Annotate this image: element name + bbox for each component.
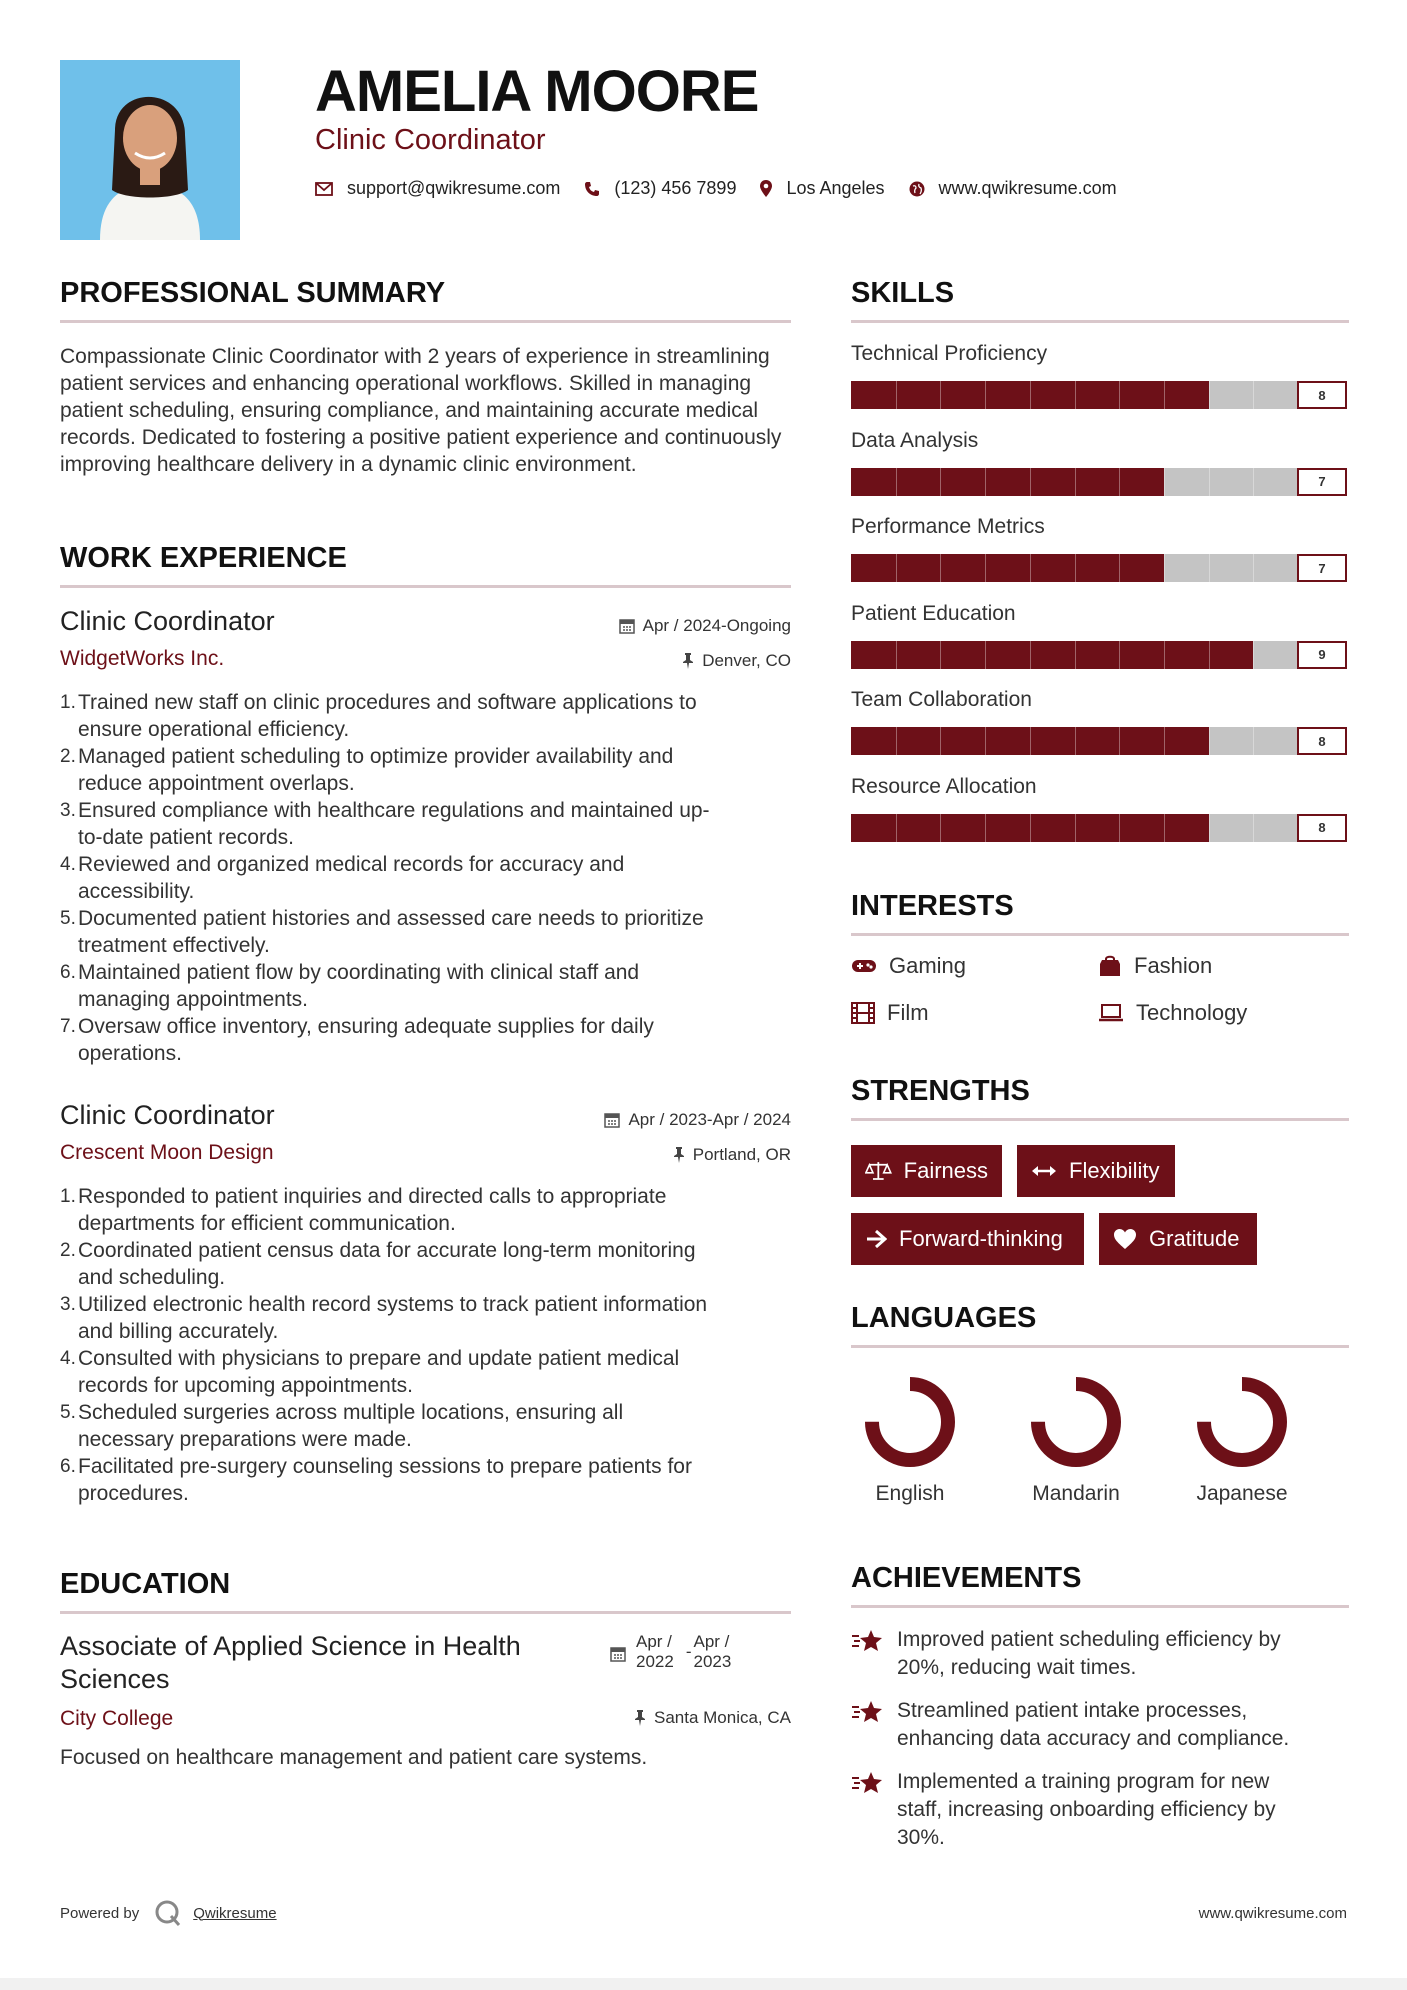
interest-technology <box>1098 1000 1247 1026</box>
list-text: Scheduled surgeries across multiple locations, ensuring all <box>78 1401 624 1424</box>
skill-bar-fill <box>851 554 1164 582</box>
interest-label: Gaming <box>889 953 967 978</box>
skill-bar-segment <box>1119 381 1120 409</box>
skill-label: Technical Proficiency <box>851 342 1048 365</box>
skill-bar-segment <box>896 641 897 669</box>
strength-fairness <box>851 1145 1002 1197</box>
language-item <box>1172 1372 1312 1506</box>
job-location-text: Denver, CO <box>702 651 791 670</box>
list-number: 7. <box>60 1016 76 1037</box>
language-item <box>1006 1372 1146 1506</box>
achievement-text: Streamlined patient intake processes, <box>897 1699 1248 1722</box>
skill-bar-segment <box>1164 381 1165 409</box>
list-text: Consulted with physicians to prepare and update patient medical <box>78 1347 680 1370</box>
education-start-month: Apr / <box>636 1632 672 1651</box>
achievement-text: staff, increasing onboarding efficiency by <box>897 1798 1276 1821</box>
list-text: Utilized electronic health record systems to track patient information <box>78 1293 708 1316</box>
skill-bar-segment <box>985 468 986 496</box>
education-location <box>634 1708 791 1728</box>
education-divider <box>60 1611 791 1614</box>
list-item <box>60 1237 800 1291</box>
language-name: Japanese <box>1196 1482 1288 1505</box>
skill-bar-segment <box>1075 554 1076 582</box>
list-number: 1. <box>60 692 76 713</box>
skill-bar-segment <box>896 554 897 582</box>
list-text: and scheduling. <box>78 1266 226 1289</box>
list-item <box>60 1183 800 1237</box>
job-title: Clinic Coordinator <box>60 1100 275 1130</box>
strength-gratitude <box>1099 1213 1257 1265</box>
list-text: operations. <box>78 1042 182 1065</box>
list-item <box>60 743 800 797</box>
language-level-arc <box>1038 1384 1114 1460</box>
skill-bar-segment <box>1253 641 1254 669</box>
job-title: Clinic Coordinator <box>60 606 275 636</box>
skill-bar-segment <box>1209 554 1210 582</box>
skill-bar <box>851 814 1347 842</box>
skill-bar-segment <box>940 814 941 842</box>
achievement-text: enhancing data accuracy and compliance. <box>897 1727 1290 1750</box>
skill-bar-segment <box>1030 641 1031 669</box>
skill-bar-segment <box>940 727 941 755</box>
skill-bar-segment <box>940 641 941 669</box>
contact-location <box>760 178 884 199</box>
skill-bar-segment <box>1164 554 1165 582</box>
skill-bar-segment <box>1030 814 1031 842</box>
list-number: 4. <box>60 854 76 875</box>
list-text: Maintained patient flow by coordinating with clinical staff and <box>78 961 640 984</box>
arrow-right-icon <box>865 1229 887 1249</box>
film-icon <box>851 1002 875 1024</box>
footer-powered-by <box>60 1898 277 1928</box>
map-marker-icon <box>760 180 772 197</box>
list-text: and billing accurately. <box>78 1320 279 1343</box>
list-text: Oversaw office inventory, ensuring adequate supplies for daily <box>78 1015 654 1038</box>
skill-bar-segment <box>1119 727 1120 755</box>
language-ring <box>1026 1372 1126 1472</box>
job-location <box>673 1145 791 1165</box>
envelope-icon <box>315 182 333 196</box>
star-icon <box>851 1628 885 1654</box>
job-bullets <box>60 689 800 1067</box>
strength-label: Gratitude <box>1149 1226 1240 1251</box>
skill-bar-segment <box>1030 381 1031 409</box>
list-text: Trained new staff on clinic procedures and software applications to <box>78 691 697 714</box>
job-location-text: Portland, OR <box>692 1145 791 1164</box>
interest-film <box>851 1000 929 1026</box>
skill-bar-segment <box>1209 381 1210 409</box>
job-company: WidgetWorks Inc. <box>60 647 225 670</box>
education-date-dash: - <box>685 1642 692 1661</box>
star-icon <box>851 1699 885 1725</box>
powered-by-label: Powered by <box>60 1904 140 1922</box>
contact-email-text: support@qwikresume.com <box>347 178 561 198</box>
qwikresume-link[interactable]: Qwikresume <box>193 1904 277 1922</box>
list-number: 6. <box>60 1456 76 1477</box>
list-text: records for upcoming appointments. <box>78 1374 414 1397</box>
skill-score: 7 <box>1297 468 1347 496</box>
skill-label: Patient Education <box>851 601 1016 625</box>
achievement-text: 20%, reducing wait times. <box>897 1656 1137 1679</box>
skill-score: 8 <box>1297 727 1347 755</box>
list-text: Managed patient scheduling to optimize provider availability and <box>78 745 674 768</box>
heart-icon <box>1113 1228 1137 1250</box>
strength-label: Fairness <box>903 1158 988 1183</box>
skill-label: Resource Allocation <box>851 774 1037 798</box>
skill-bar-segment <box>985 814 986 842</box>
skill-bar-segment <box>1209 468 1210 496</box>
candidate-role: Clinic Coordinator <box>315 124 546 156</box>
education-end-year: 2023 <box>693 1652 732 1671</box>
skill-bar-segment <box>1075 814 1076 842</box>
contact-bar <box>315 178 1141 199</box>
pin-icon <box>682 653 694 669</box>
education-location-text: Santa Monica, CA <box>653 1708 791 1727</box>
language-item <box>840 1372 980 1506</box>
interest-label: Technology <box>1136 1000 1248 1025</box>
skill-bar <box>851 381 1347 409</box>
job-location <box>682 651 791 671</box>
skill-bar-segment <box>940 381 941 409</box>
education-heading: EDUCATION <box>60 1568 231 1600</box>
skill-label: Team Collaboration <box>851 688 1032 711</box>
list-text: Facilitated pre-surgery counseling sessions to prepare patients for <box>78 1455 692 1478</box>
pin-icon <box>673 1147 685 1163</box>
job-company: Crescent Moon Design <box>60 1141 274 1164</box>
achievement-item <box>851 1626 1351 1682</box>
list-item <box>60 1345 800 1399</box>
skill-bar-segment <box>1164 814 1165 842</box>
list-text: Responded to patient inquiries and directed calls to appropriate <box>78 1185 667 1208</box>
list-number: 1. <box>60 1186 76 1207</box>
list-item <box>60 689 800 743</box>
job-dates-text: Apr / 2023-Apr / 2024 <box>628 1110 791 1129</box>
skill-bar-fill <box>851 468 1164 496</box>
pin-icon <box>634 1710 646 1726</box>
list-text: Ensured compliance with healthcare regulations and maintained up- <box>78 799 710 822</box>
list-text: ensure operational efficiency. <box>78 718 350 741</box>
experience-divider <box>60 585 791 588</box>
list-number: 4. <box>60 1348 76 1369</box>
skill-bar-segment <box>896 381 897 409</box>
list-number: 3. <box>60 1294 76 1315</box>
contact-website-text: www.qwikresume.com <box>938 178 1117 198</box>
achievements-divider <box>851 1605 1349 1608</box>
skill-bar-segment <box>1253 468 1254 496</box>
summary-text: Compassionate Clinic Coordinator with 2 years of experience in streamlining patient services and enhancing operational workflows. Skilled in managing patient scheduling, ensuring compliance, and maintaining accurate medical records. Dedicated to fostering a positive patient experience and continuously improving healthcare delivery in a dynamic clinic environment. <box>60 345 782 476</box>
globe-icon <box>909 181 925 197</box>
interests-heading: INTERESTS <box>851 890 1014 922</box>
strength-forward-thinking <box>851 1213 1084 1265</box>
contact-email[interactable] <box>315 178 560 199</box>
skill-bar-segment <box>985 381 986 409</box>
skill-bar-segment <box>1209 727 1210 755</box>
list-item <box>60 905 800 959</box>
skill-bar-segment <box>940 554 941 582</box>
skills-heading: SKILLS <box>851 277 955 309</box>
skill-bar-segment <box>1164 641 1165 669</box>
list-text: to-date patient records. <box>78 826 294 849</box>
footer-band <box>0 1978 1407 1990</box>
profile-photo <box>60 60 240 240</box>
skill-bar-segment <box>1030 468 1031 496</box>
language-level-arc <box>872 1384 948 1460</box>
interest-label: Film <box>887 1000 929 1025</box>
contact-location-text: Los Angeles <box>786 178 885 198</box>
list-item <box>60 797 800 851</box>
candidate-name: AMELIA MOORE <box>315 59 759 124</box>
achievement-text: Implemented a training program for new <box>897 1770 1270 1793</box>
achievements-heading: ACHIEVEMENTS <box>851 1562 1082 1594</box>
skill-bar-segment <box>1030 727 1031 755</box>
skill-bar-segment <box>1253 727 1254 755</box>
skill-bar-segment <box>896 468 897 496</box>
skill-bar <box>851 468 1347 496</box>
interest-label: Fashion <box>1134 953 1213 978</box>
list-text: departments for efficient communication. <box>78 1212 456 1235</box>
skill-bar-fill <box>851 641 1253 669</box>
skill-bar-segment <box>896 814 897 842</box>
education-end-month: Apr / <box>693 1632 730 1651</box>
skill-bar-segment <box>1030 554 1031 582</box>
qwikresume-logo-icon <box>153 1898 183 1928</box>
job-bullets <box>60 1183 800 1507</box>
skill-bar-segment <box>1253 814 1254 842</box>
skill-bar <box>851 554 1347 582</box>
skill-bar-segment <box>940 468 941 496</box>
list-text: managing appointments. <box>78 988 308 1011</box>
gamepad-icon <box>851 958 877 974</box>
job-dates-text: Apr / 2024-Ongoing <box>642 616 791 635</box>
skill-bar-segment <box>896 727 897 755</box>
skill-bar-segment <box>1075 641 1076 669</box>
interest-fashion <box>1098 953 1212 979</box>
languages-heading: LANGUAGES <box>851 1302 1037 1334</box>
calendar-icon <box>619 618 635 634</box>
list-number: 2. <box>60 746 76 767</box>
skill-bar-segment <box>1164 468 1165 496</box>
list-text: accessibility. <box>78 880 195 903</box>
skill-bar-segment <box>1075 468 1076 496</box>
skill-bar-segment <box>985 554 986 582</box>
list-number: 6. <box>60 962 76 983</box>
list-text: treatment effectively. <box>78 934 270 957</box>
list-item <box>60 1399 800 1453</box>
experience-heading: WORK EXPERIENCE <box>60 542 347 574</box>
list-text: necessary preparations were made. <box>78 1428 412 1451</box>
achievement-text: Improved patient scheduling efficiency by <box>897 1628 1281 1651</box>
arrows-horizontal-icon <box>1031 1164 1057 1178</box>
strength-label: Flexibility <box>1069 1158 1160 1183</box>
achievement-item <box>851 1697 1351 1753</box>
job-dates <box>604 1110 791 1130</box>
language-name: Mandarin <box>1032 1482 1120 1505</box>
skill-bar-segment <box>1119 468 1120 496</box>
skill-score: 9 <box>1297 641 1347 669</box>
contact-phone-text: (123) 456 7899 <box>614 178 737 198</box>
languages-divider <box>851 1345 1349 1348</box>
summary-heading: PROFESSIONAL SUMMARY <box>60 277 446 309</box>
summary-divider <box>60 320 791 323</box>
interests-divider <box>851 933 1349 936</box>
skill-score: 8 <box>1297 814 1347 842</box>
interest-gaming <box>851 953 966 979</box>
list-item <box>60 851 800 905</box>
list-item <box>60 1013 800 1067</box>
education-start-year: 2022 <box>636 1652 674 1671</box>
job-dates <box>619 616 791 636</box>
skill-bar-segment <box>1253 381 1254 409</box>
skill-bar-segment <box>985 727 986 755</box>
list-number: 2. <box>60 1240 76 1261</box>
education-dates <box>610 1632 731 1672</box>
phone-icon <box>584 181 600 197</box>
skill-bar-segment <box>1119 641 1120 669</box>
language-name: English <box>875 1482 945 1505</box>
skill-bar-segment <box>1119 814 1120 842</box>
education-degree: Associate of Applied Science in Health Sciences <box>60 1631 521 1694</box>
skill-bar-segment <box>1209 641 1210 669</box>
language-level-arc <box>1204 1384 1280 1460</box>
contact-website[interactable] <box>909 178 1117 199</box>
skill-label: Data Analysis <box>851 428 979 452</box>
skill-bar-segment <box>1075 381 1076 409</box>
shopping-bag-icon <box>1098 954 1122 978</box>
education-description: Focused on healthcare management and patient care systems. <box>60 1746 648 1769</box>
strength-flexibility <box>1017 1145 1175 1197</box>
list-text: Documented patient histories and assessed care needs to prioritize <box>78 907 704 930</box>
strength-label: Forward-thinking <box>899 1226 1063 1251</box>
list-item <box>60 1291 800 1345</box>
list-text: Coordinated patient census data for accurate long-term monitoring <box>78 1239 696 1262</box>
list-item <box>60 1453 800 1507</box>
calendar-icon <box>610 1646 626 1662</box>
list-number: 5. <box>60 908 76 929</box>
list-text: procedures. <box>78 1482 189 1505</box>
skill-score: 7 <box>1297 554 1347 582</box>
skill-score: 8 <box>1297 381 1347 409</box>
list-text: Reviewed and organized medical records for accuracy and <box>78 853 625 876</box>
strengths-divider <box>851 1118 1349 1121</box>
skill-bar <box>851 641 1347 669</box>
list-number: 5. <box>60 1402 76 1423</box>
list-item <box>60 959 800 1013</box>
star-icon <box>851 1770 885 1796</box>
skill-bar-segment <box>1209 814 1210 842</box>
calendar-icon <box>604 1112 620 1128</box>
skill-bar-segment <box>1253 554 1254 582</box>
laptop-icon <box>1098 1003 1124 1023</box>
balance-scale-icon <box>865 1159 892 1183</box>
skill-bar-segment <box>985 641 986 669</box>
list-text: reduce appointment overlaps. <box>78 772 355 795</box>
skill-bar-segment <box>1164 727 1165 755</box>
skill-bar <box>851 727 1347 755</box>
contact-phone[interactable] <box>584 178 736 199</box>
language-ring <box>860 1372 960 1472</box>
achievement-item <box>851 1768 1351 1852</box>
strengths-heading: STRENGTHS <box>851 1075 1030 1107</box>
footer-url[interactable]: www.qwikresume.com <box>1198 1905 1347 1922</box>
language-ring <box>1192 1372 1292 1472</box>
skill-bar-segment <box>1075 727 1076 755</box>
list-number: 3. <box>60 800 76 821</box>
skill-label: Performance Metrics <box>851 515 1045 538</box>
skill-bar-segment <box>1119 554 1120 582</box>
achievement-text: 30%. <box>897 1826 945 1849</box>
education-school: City College <box>60 1707 174 1730</box>
skills-divider <box>851 320 1349 323</box>
